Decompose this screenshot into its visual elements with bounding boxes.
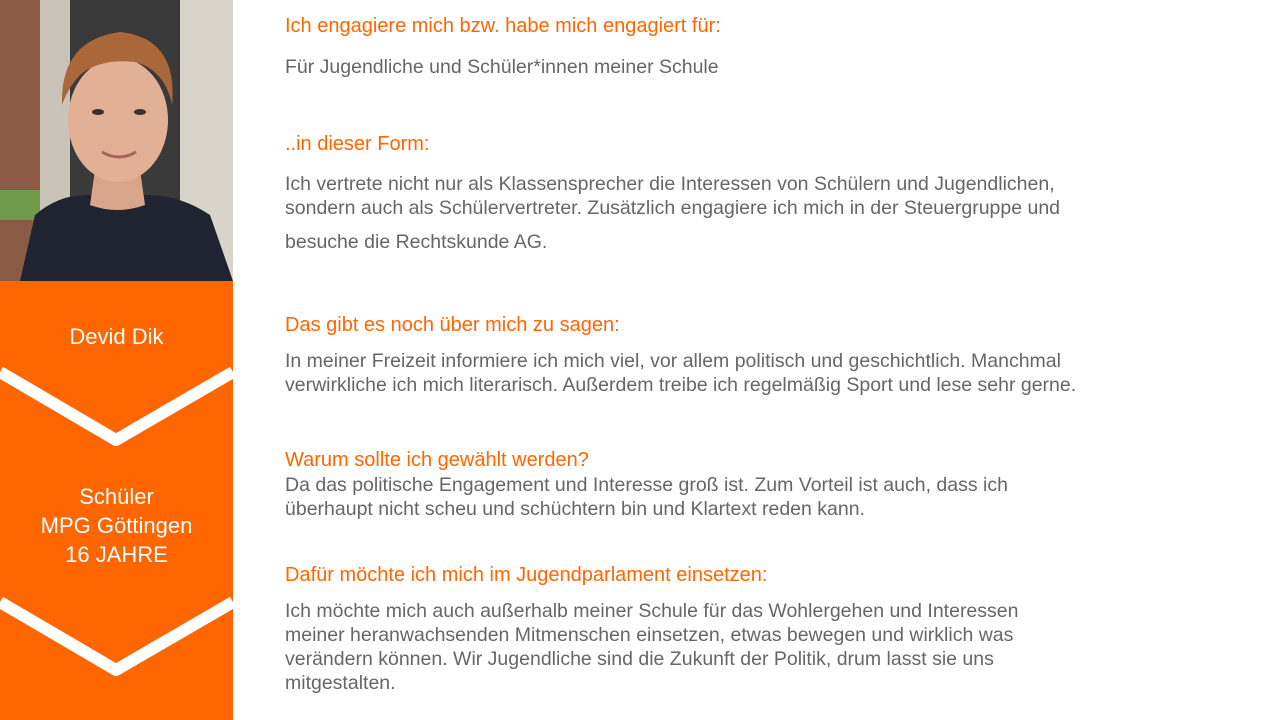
text-line: mitgestalten. — [285, 672, 396, 694]
profile-sidebar — [0, 0, 233, 720]
section-text-goals — [285, 599, 1235, 695]
candidate-school: MPG Göttingen — [40, 513, 193, 538]
text-line: überhaupt nicht scheu und schüchtern bin und Klartext reden kann. — [285, 498, 865, 520]
chevron-divider-top — [0, 366, 233, 446]
section-heading-form: ..in dieser Form: — [285, 133, 430, 155]
section-heading-why: Warum sollte ich gewählt werden? — [285, 449, 589, 471]
text-line: besuche die Rechtskunde AG. — [285, 231, 548, 253]
profile-photo — [0, 0, 233, 281]
text-line: Da das politische Engagement und Interesse groß ist. Zum Vorteil ist auch, dass ich — [285, 474, 1008, 496]
text-line: Ich möchte mich auch außerhalb meiner Schule für das Wohlergehen und Interessen — [285, 600, 1019, 622]
text-line: verwirkliche ich mich literarisch. Außerdem treibe ich regelmäßig Sport und lese sehr gerne. — [285, 374, 1077, 396]
section-text-about — [285, 349, 1235, 397]
chevron-divider-bottom — [0, 596, 233, 676]
section-heading-about: Das gibt es noch über mich zu sagen: — [285, 314, 620, 336]
section-heading-engagement: Ich engagiere mich bzw. habe mich engagiert für: — [285, 15, 721, 37]
portrait-illustration — [0, 0, 233, 281]
candidate-age: 16 JAHRE — [65, 542, 168, 567]
text-line: meiner heranwachsenden Mitmenschen einsetzen, etwas bewegen und wirklich was — [285, 624, 1014, 646]
section-text-why — [285, 473, 1235, 521]
candidate-info — [0, 482, 233, 569]
section-text-form — [285, 172, 1235, 254]
candidate-role: Schüler — [79, 484, 154, 509]
text-line: In meiner Freizeit informiere ich mich viel, vor allem politisch und geschichtlich. Manchmal — [285, 350, 1061, 372]
section-text-engagement: Für Jugendliche und Schüler*innen meiner Schule — [285, 56, 719, 78]
text-line: sondern auch als Schülervertreter. Zusätzlich engagiere ich mich in der Steuergruppe und — [285, 197, 1061, 219]
section-heading-goals: Dafür möchte ich mich im Jugendparlament einsetzen: — [285, 564, 768, 586]
candidate-name: Devid Dik — [69, 324, 164, 349]
text-line: Ich vertrete nicht nur als Klassensprecher die Interessen von Schülern und Jugendlichen, — [285, 173, 1055, 195]
text-line: verändern können. Wir Jugendliche sind die Zukunft der Politik, drum lasst sie uns — [285, 648, 994, 670]
